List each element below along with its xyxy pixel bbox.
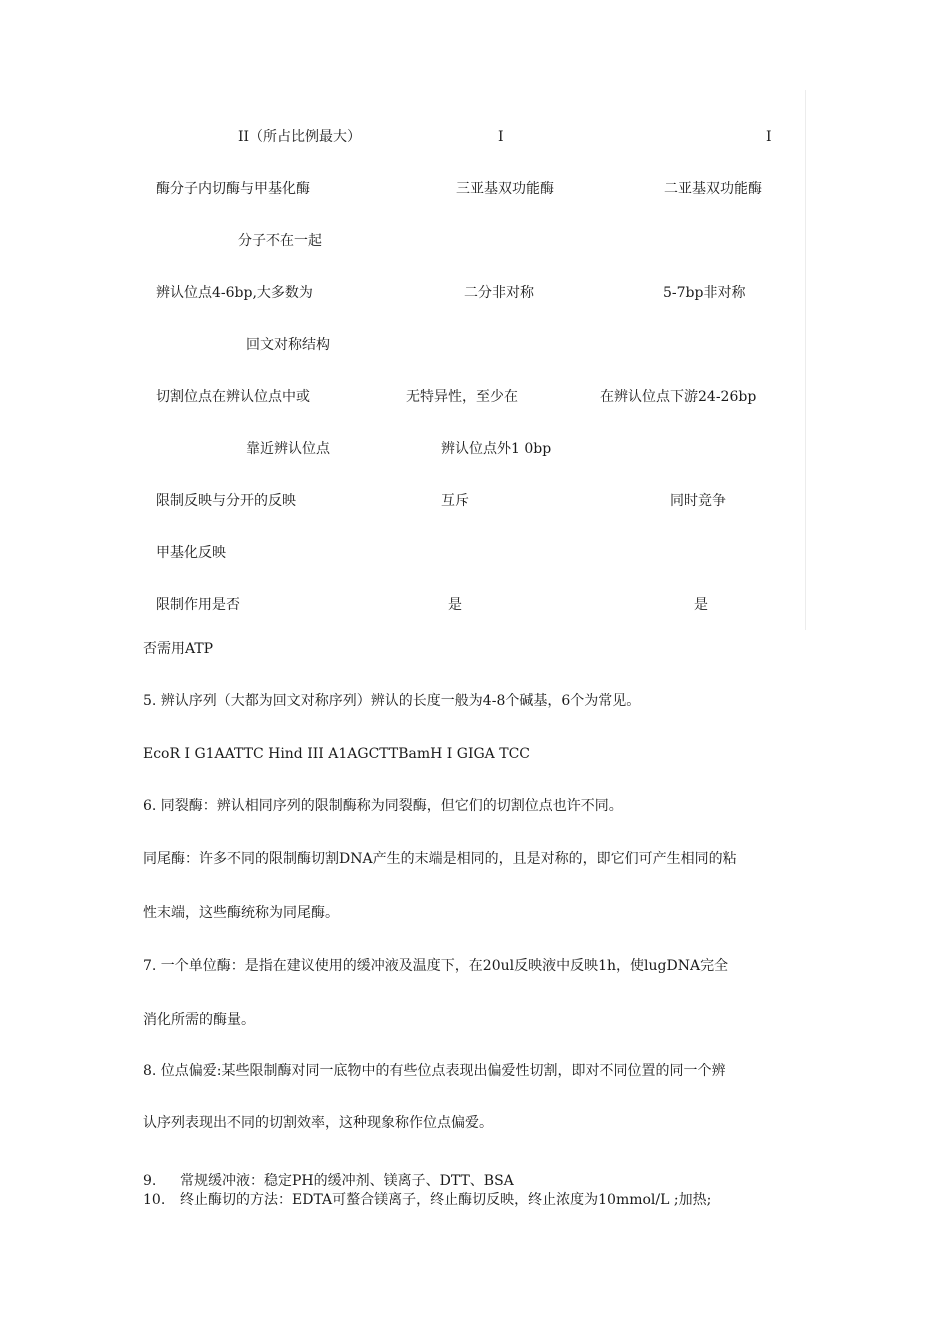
cell-r3-c0: 辨认位点4-6bp,大多数为	[156, 285, 313, 301]
paragraph-6b-line-2: 性末端，这些酶统称为同尾酶。	[143, 905, 339, 921]
cell-r5-c2: 在辨认位点下游24-26bp	[600, 389, 757, 405]
cell-r9-c0: 限制作用是否	[156, 597, 240, 613]
cell-r8-c0: 甲基化反映	[156, 545, 226, 561]
cell-r7-c0: 限制反映与分开的反映	[156, 493, 296, 509]
paragraph-5-example: EcoR I G1AATTC Hind III A1AGCTTBamH I GIGA TCC	[143, 746, 530, 762]
cell-r0-c2: I	[766, 129, 772, 145]
cell-r1-c2: 二亚基双功能酶	[664, 181, 762, 197]
table-trailing-label: 否需用ATP	[143, 641, 214, 657]
cell-r3-c2: 5-7bp非对称	[663, 285, 746, 301]
paragraph-7-line-1: 7. 一个单位酶：是指在建议使用的缓冲液及温度下，在20ul反映液中反映1h，使lugDNA完全	[143, 958, 729, 974]
cell-r1-c1: 三亚基双功能酶	[456, 181, 554, 197]
cell-r2-c0: 分子不在一起	[238, 233, 322, 249]
paragraph-10-number: 10.	[143, 1192, 166, 1208]
cell-r9-c2: 是	[694, 597, 708, 613]
paragraph-8-line-2: 认序列表现出不同的切割效率，这种现象称作位点偏爱。	[143, 1115, 493, 1131]
cell-r5-c0: 切割位点在辨认位点中或	[156, 389, 310, 405]
cell-r0-c0: II（所占比例最大）	[238, 129, 362, 145]
paragraph-8-line-1: 8. 位点偏爱:某些限制酶对同一底物中的有些位点表现出偏爱性切割，即对不同位置的同一个辨	[143, 1063, 726, 1079]
paragraph-7-line-2: 消化所需的酶量。	[143, 1012, 255, 1028]
cell-r4-c0: 回文对称结构	[246, 337, 330, 353]
cell-r3-c1: 二分非对称	[464, 285, 534, 301]
cell-r6-c1: 辨认位点外1 0bp	[441, 441, 552, 457]
table-right-edge	[805, 90, 806, 630]
cell-r6-c0: 靠近辨认位点	[246, 441, 330, 457]
paragraph-10-text: 终止酶切的方法：EDTA可螯合镁离子，终止酶切反映，终止浓度为10mmol/L ;加热;	[180, 1192, 712, 1208]
paragraph-9-text: 常规缓冲液：稳定PH的缓冲剂、镁离子、DTT、BSA	[180, 1173, 514, 1189]
cell-r7-c2: 同时竞争	[670, 493, 726, 509]
cell-r5-c1: 无特异性，至少在	[406, 389, 518, 405]
paragraph-6: 6. 同裂酶：辨认相同序列的限制酶称为同裂酶，但它们的切割位点也许不同。	[143, 798, 623, 814]
cell-r7-c1: 互斥	[441, 493, 469, 509]
paragraph-6b-line-1: 同尾酶：许多不同的限制酶切割DNA产生的末端是相同的，且是对称的，即它们可产生相同的粘	[143, 851, 737, 867]
paragraph-9-number: 9.	[143, 1173, 157, 1189]
paragraph-5: 5. 辨认序列（大都为回文对称序列）辨认的长度一般为4-8个碱基，6个为常见。	[143, 693, 641, 709]
cell-r9-c1: 是	[448, 597, 462, 613]
cell-r1-c0: 酶分子内切酶与甲基化酶	[156, 181, 310, 197]
cell-r0-c1: I	[498, 129, 504, 145]
